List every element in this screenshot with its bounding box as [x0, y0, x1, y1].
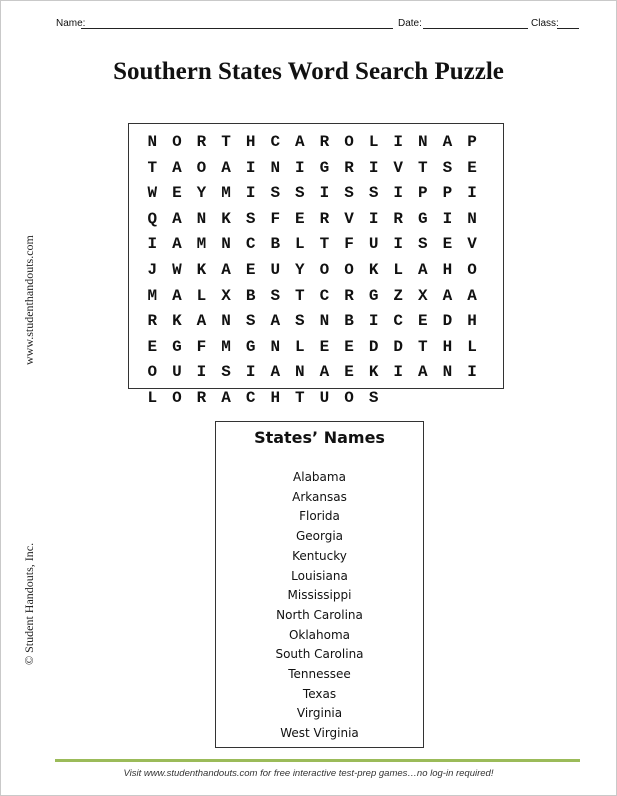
grid-letter: N: [221, 235, 231, 254]
word-search-grid: [140, 130, 484, 412]
grid-letter: I: [368, 158, 379, 177]
side-copyright-text: © Student Handouts, Inc.: [22, 542, 36, 665]
grid-letter: E: [147, 337, 158, 356]
grid-letter: V: [467, 235, 477, 254]
grid-letter: S: [368, 184, 379, 203]
word-list-box: [215, 421, 424, 748]
grid-letter: N: [442, 363, 453, 382]
grid-letter: A: [418, 363, 428, 382]
word-list-item: Louisiana: [291, 568, 348, 583]
grid-letter: A: [319, 363, 330, 382]
word-list: [216, 468, 423, 744]
grid-letter: B: [245, 286, 256, 305]
grid-letter: S: [344, 184, 354, 203]
grid-letter: R: [319, 209, 330, 228]
grid-letter: H: [270, 388, 281, 407]
grid-letter: L: [147, 388, 158, 407]
grid-letter: A: [418, 260, 428, 279]
grid-letter: K: [196, 260, 207, 279]
grid-letter: I: [319, 184, 330, 203]
grid-letter: I: [245, 363, 256, 382]
grid-letter: I: [393, 363, 404, 382]
grid-letter: T: [418, 337, 428, 356]
grid-letter: I: [245, 158, 256, 177]
grid-letter: B: [270, 235, 281, 254]
grid-letter: F: [196, 337, 207, 356]
grid-letter: I: [295, 158, 305, 177]
grid-letter: L: [196, 286, 207, 305]
grid-letter: S: [442, 158, 453, 177]
word-list-item: Arkansas: [292, 489, 347, 504]
grid-letter: N: [270, 337, 281, 356]
grid-letter: A: [221, 158, 231, 177]
grid-letter: I: [245, 184, 256, 203]
footer-text: Visit www.studenthandouts.com for free interactive test-prep games…no log-in required!: [123, 768, 494, 779]
grid-letter: G: [245, 337, 256, 356]
grid-letter: I: [467, 184, 477, 203]
grid-letter: H: [442, 337, 453, 356]
grid-letter: F: [344, 235, 354, 254]
grid-letter: X: [221, 286, 231, 305]
grid-letter: E: [442, 235, 453, 254]
grid-letter: I: [393, 184, 404, 203]
date-label: Date:: [398, 18, 422, 29]
grid-letter: W: [147, 184, 158, 203]
grid-letter: O: [344, 388, 354, 407]
grid-letter: L: [368, 133, 379, 151]
grid-letter: P: [467, 133, 477, 151]
grid-letter: U: [319, 388, 330, 407]
grid-letter: F: [270, 209, 281, 228]
grid-letter: A: [270, 312, 281, 331]
grid-letter: V: [393, 158, 404, 177]
grid-letter: O: [172, 133, 182, 151]
grid-letter: G: [368, 286, 379, 305]
grid-letter: R: [344, 286, 354, 305]
grid-letter: E: [467, 158, 477, 177]
grid-letter: A: [172, 235, 182, 254]
grid-letter: G: [418, 209, 428, 228]
grid-letter: T: [147, 158, 158, 177]
name-line: [81, 28, 393, 29]
grid-letter: O: [172, 388, 182, 407]
grid-letter: I: [368, 209, 379, 228]
word-list-item: Mississippi: [287, 588, 352, 603]
grid-letter: K: [368, 260, 379, 279]
grid-letter: Q: [147, 209, 158, 228]
grid-letter: A: [442, 133, 453, 151]
word-list-item: Alabama: [293, 470, 346, 484]
grid-letter: C: [319, 286, 330, 305]
grid-letter: R: [319, 133, 330, 151]
word-list-item: Tennessee: [288, 667, 351, 682]
grid-letter: E: [172, 184, 182, 203]
grid-letter: R: [393, 209, 404, 228]
grid-letter: E: [319, 337, 330, 356]
grid-letter: T: [295, 286, 305, 305]
word-list-item: Georgia: [295, 529, 344, 544]
date-line: [423, 28, 528, 29]
grid-letter: S: [295, 312, 305, 331]
grid-letter: C: [393, 312, 404, 331]
grid-letter: N: [196, 209, 207, 228]
word-list-title: States’ Names: [254, 428, 385, 447]
grid-letter: A: [196, 312, 207, 331]
word-list-item: Virginia: [296, 706, 343, 721]
grid-letter: P: [442, 184, 453, 203]
grid-letter: E: [344, 337, 354, 356]
grid-letter: A: [295, 133, 305, 151]
word-list-item: Kentucky: [292, 548, 347, 563]
grid-letter: I: [393, 133, 404, 151]
grid-letter: N: [467, 209, 477, 228]
grid-letter: D: [393, 337, 404, 356]
grid-letter: S: [368, 388, 379, 407]
grid-letter: S: [245, 209, 256, 228]
grid-letter: K: [172, 312, 182, 331]
grid-letter: I: [368, 312, 379, 331]
grid-letter: H: [467, 312, 477, 331]
grid-letter: I: [147, 235, 158, 254]
grid-letter: C: [245, 235, 256, 254]
grid-letter: L: [295, 235, 305, 254]
grid-letter: A: [467, 286, 477, 305]
grid-letter: J: [147, 260, 158, 279]
grid-letter: S: [270, 184, 281, 203]
grid-letter: A: [221, 260, 231, 279]
grid-letter: U: [270, 260, 281, 279]
grid-letter: M: [221, 184, 231, 203]
grid-letter: I: [196, 363, 207, 382]
name-label: Name:: [56, 18, 86, 29]
grid-letter: R: [344, 158, 354, 177]
grid-letter: N: [221, 312, 231, 331]
grid-letter: N: [147, 133, 158, 151]
grid-letter: C: [270, 133, 281, 151]
grid-letter: A: [270, 363, 281, 382]
grid-letter: A: [221, 388, 231, 407]
grid-letter: M: [221, 337, 231, 356]
grid-letter: O: [319, 260, 330, 279]
grid-letter: O: [344, 133, 354, 151]
grid-letter: T: [418, 158, 428, 177]
grid-letter: C: [245, 388, 256, 407]
grid-letter: X: [418, 286, 428, 305]
word-list-item: West Virginia: [280, 726, 359, 741]
grid-letter: W: [172, 260, 182, 279]
grid-letter: R: [147, 312, 158, 331]
grid-letter: A: [172, 209, 182, 228]
grid-letter: O: [344, 260, 354, 279]
grid-letter: N: [270, 158, 281, 177]
grid-letter: D: [368, 337, 379, 356]
grid-letter: I: [393, 235, 404, 254]
grid-letter: D: [442, 312, 453, 331]
grid-letter: O: [196, 158, 207, 177]
page-title: Southern States Word Search Puzzle: [113, 58, 504, 85]
grid-letter: G: [319, 158, 330, 177]
grid-letter: M: [196, 235, 207, 254]
grid-letter: T: [319, 235, 330, 254]
grid-letter: H: [245, 133, 256, 151]
word-list-item: South Carolina: [275, 647, 364, 662]
word-search-grid-box: [128, 123, 504, 407]
grid-letter: T: [295, 388, 305, 407]
grid-letter: I: [467, 363, 477, 382]
grid-letter: R: [196, 133, 207, 151]
grid-letter: P: [418, 184, 428, 203]
side-url-text: www.studenthandouts.com: [22, 235, 36, 365]
grid-letter: Y: [196, 184, 207, 203]
grid-letter: Y: [295, 260, 305, 279]
grid-letter: E: [344, 363, 354, 382]
grid-letter: L: [467, 337, 477, 356]
grid-letter: S: [221, 363, 231, 382]
grid-letter: Z: [393, 286, 404, 305]
grid-letter: L: [393, 260, 404, 279]
class-label: Class:: [531, 18, 559, 29]
grid-letter: M: [147, 286, 158, 305]
grid-letter: U: [172, 363, 182, 382]
word-list-item: North Carolina: [276, 607, 363, 622]
grid-letter: E: [418, 312, 428, 331]
grid-letter: I: [442, 209, 453, 228]
grid-letter: B: [344, 312, 354, 331]
grid-letter: E: [245, 260, 256, 279]
grid-letter: T: [221, 133, 231, 151]
grid-letter: U: [368, 235, 379, 254]
grid-letter: A: [172, 158, 182, 177]
word-list-item: Texas: [302, 686, 337, 701]
grid-letter: S: [418, 235, 428, 254]
grid-letter: S: [270, 286, 281, 305]
grid-letter: R: [196, 388, 207, 407]
grid-letter: N: [295, 363, 305, 382]
grid-letter: E: [295, 209, 305, 228]
grid-letter: G: [172, 337, 182, 356]
grid-letter: N: [418, 133, 428, 151]
word-list-item: Oklahoma: [288, 627, 351, 642]
grid-letter: A: [172, 286, 182, 305]
grid-letter: K: [221, 209, 231, 228]
word-list-item: Florida: [299, 509, 340, 524]
class-line: [557, 28, 579, 29]
grid-letter: A: [442, 286, 453, 305]
footer-divider: [55, 759, 580, 762]
grid-letter: L: [295, 337, 305, 356]
grid-letter: K: [368, 363, 379, 382]
grid-letter: S: [295, 184, 305, 203]
grid-letter: O: [467, 260, 477, 279]
header-row: [56, 16, 580, 32]
grid-letter: N: [319, 312, 330, 331]
grid-letter: O: [147, 363, 158, 382]
grid-letter: H: [442, 260, 453, 279]
grid-letter: S: [245, 312, 256, 331]
grid-letter: V: [344, 209, 354, 228]
